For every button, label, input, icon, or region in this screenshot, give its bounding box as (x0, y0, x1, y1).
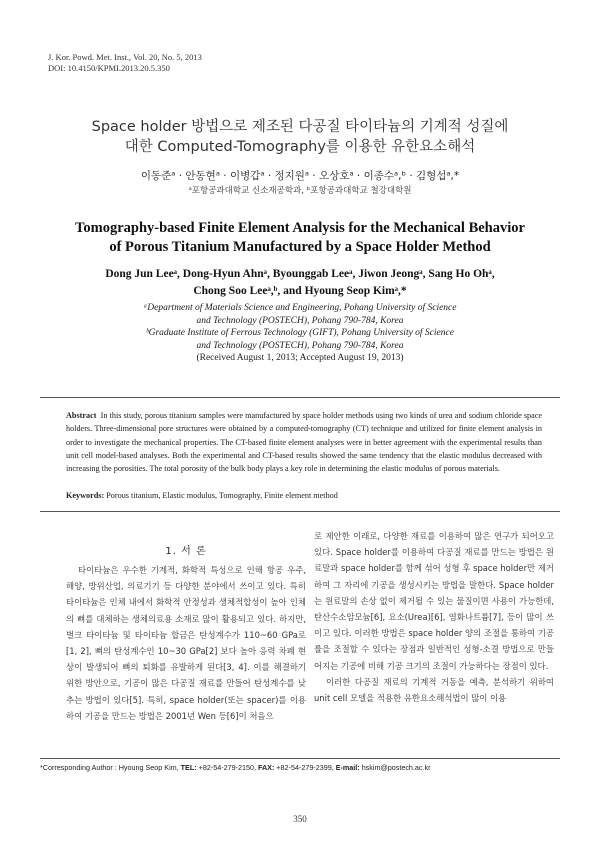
left-column-paragraph: 타이타늄은 우수한 기계적, 화학적 특성으로 인해 항공 우주, 해양, 방위산업, 의료기기 등 다양한 분야에서 쓰이고 있다. 특히 타이타늄은 인체 내에서 화학적 안정성과 생체적합성이 높아 인체의 뼈를 대체하는 생체의료용 소재로 많이 활용되고 있다. 하지만, 벌크 타이타늄 및 타이타늄 합금은 탄성계수가 110~60 GPa로[1, 2], 뼈의 탄성계수인 10~30 GPa[2] 보다 높아 응력 차폐 현상이 발생되어 뼈의 퇴화를 유발하게 된다[3, 4]. 이를 해결하기 위한 방안으로, 기공이 많은 다공질 재료를 만들어 탄성계수를 낮추는 방법이 있다[5]. 특히, space holder(또는 spacer)를 이용하여 기공을 만드는 방법은 2001년 Wen 등[6]이 처음으 (66, 565, 306, 721)
english-authors-line1: Dong Jun Leeᵃ, Dong-Hyun Ahnᵃ, Byounggab Leeᵃ, Jiwon Jeongᵃ, Sang Ho Ohᵃ, (105, 268, 495, 280)
korean-title (0, 117, 600, 157)
korean-title-line1: Space holder 방법으로 제조된 다공질 타이타늄의 기계적 성질에 (91, 119, 509, 135)
abstract-label: Abstract (66, 411, 97, 420)
korean-title-line2: 대한 Computed-Tomography를 이용한 유한요소해석 (124, 139, 476, 155)
english-authors-line2: Chong Soo Leeᵃ,ᵇ, and Hyoung Seop Kimᵃ,* (193, 285, 407, 297)
abstract-top-rule (40, 397, 560, 398)
footnote-email-label: E-mail: (335, 763, 360, 772)
right-column-paragraph-2: 이러한 다공질 재료의 기계적 거동을 예측, 분석하기 위하여 unit cell 모델을 적용한 유한요소해석법이 많이 이용 (314, 676, 554, 704)
section-heading-introduction: 1. 서 론 (165, 546, 207, 557)
english-authors (0, 266, 600, 300)
footnote-label: *Corresponding Author : (40, 763, 117, 772)
affil-b-line1: ᵇGraduate Institute of Ferrous Technology (GIFT), Pohang University of Science (146, 328, 454, 338)
english-title-line1: Tomography-based Finite Element Analysis for the Mechanical Behavior (75, 220, 525, 236)
footnote-name: Hyoung Seop Kim, (118, 763, 179, 772)
abstract (66, 409, 542, 475)
footnote-email: hskim@postech.ac.kr (361, 763, 431, 772)
footnote-tel-label: TEL: (180, 763, 197, 772)
korean-affiliations: ᵃ포항공과대학교 신소재공학과, ᵇ포항공과대학교 철강대학원 (188, 186, 412, 196)
english-title (0, 219, 600, 257)
korean-authors: 이동준ᵃ · 안동현ᵃ · 이병갑ᵃ · 정지원ᵃ · 오상호ᵃ · 이종수ᵃ,ᵇ · 김형섭ᵃ,* (140, 170, 460, 182)
keywords-text: Porous titanium, Elastic modulus, Tomography, Finite element method (106, 491, 338, 500)
right-column (314, 528, 554, 706)
affil-a-line1: ᵃDepartment of Materials Science and Engineering, Pohang University of Science (143, 303, 457, 313)
journal-doi: DOI: 10.4150/KPMI.2013.20.5.350 (48, 63, 170, 73)
abstract-text: In this study, porous titanium samples were manufactured by space holder methods using two kinds of urea and sodium chloride space holders. Three-dimensional pore structures were obtained by a computed-tomography (CT) technique and utilized for finite element analysis in order to investigate the mechanical properties. The CT-based finite element analyses were in better agreement with the experimental results than unit cell model-based analyses. Both the experimental and CT-based results showed the same tendency that the elastic modulus decreased with increasing the porosities. The total porosity of the bulk body plays a key role in determining the elastic modulus of porous materials. (66, 411, 543, 474)
english-title-line2: of Porous Titanium Manufactured by a Space Holder Method (109, 239, 491, 255)
journal-header (48, 52, 202, 74)
left-column (66, 562, 306, 724)
footnote-fax-label: FAX: (257, 763, 275, 772)
keywords (66, 491, 542, 500)
abstract-bottom-rule (40, 511, 560, 512)
english-affiliations (0, 302, 600, 352)
affil-b-line2: and Technology (POSTECH), Pohang 790-784, Korea (196, 340, 404, 351)
affil-a-line2: and Technology (POSTECH), Pohang 790-784, Korea (196, 315, 404, 326)
footnote-rule (40, 758, 560, 759)
journal-citation: J. Kor. Powd. Met. Inst., Vol. 20, No. 5, 2013 (48, 52, 202, 62)
right-column-paragraph-1: 로 제안한 이래로, 다양한 재료를 이용하여 많은 연구가 되어오고 있다. Space holder를 이용하여 다공질 재료를 만드는 방법은 원료말과 space holder를 함께 섞어 성형 후 space holder만 제거하여 그 자리에 기공을 생성시키는 방법을 말한다. Space holder는 원료말의 손상 없이 제거될 수 있는 물질이면 사용이 가능한데, 탄산수소암모늄[6], 요소(Urea)[6], 염화나트륨[7], 등이 많이 쓰이고 있다. 이러한 방법은 space holder 양의 조절을 통하여 기공률을 조절할 수 있다는 장점과 일반적인 성형-소결 방법으로 만들어지는 기공에 비해 기공 크기의 조절이 가능하다는 장점이 있다. (314, 531, 554, 671)
footnote-tel: +82-54-279-2150, (198, 763, 256, 772)
keywords-label: Keywords: (66, 491, 105, 500)
page-number: 350 (293, 814, 307, 824)
received-dates: (Received August 1, 2013; Accepted August 19, 2013) (196, 353, 404, 363)
footnote-fax: +82-54-279-2399, (276, 763, 334, 772)
corresponding-author-footnote (40, 763, 431, 772)
